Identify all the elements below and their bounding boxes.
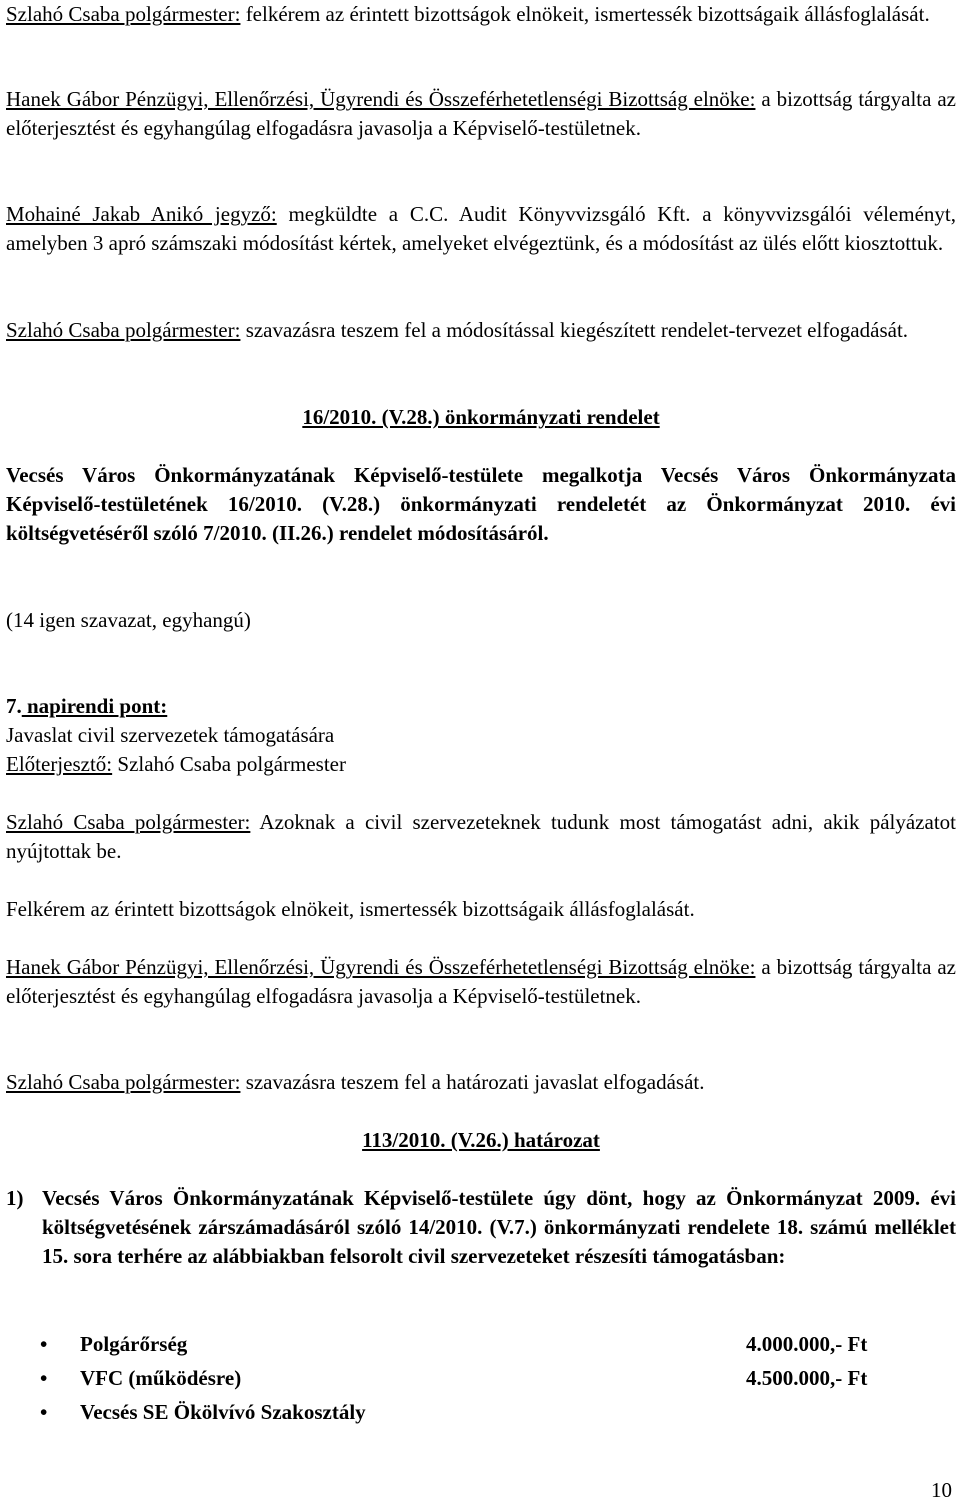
list-item [40, 1330, 900, 1359]
presenter-label: Előterjesztő: [6, 752, 113, 776]
paragraph-committee-chair-2 [6, 953, 956, 1011]
bullet-icon: • [40, 1400, 48, 1424]
bullet-icon: • [40, 1366, 48, 1390]
support-amount: 4.500.000,- Ft [746, 1366, 868, 1390]
agenda-title: Javaslat civil szervezetek támogatására [6, 723, 335, 747]
bullet-icon: • [40, 1332, 48, 1356]
organization-name: Vecsés SE Ökölvívó Szakosztály [80, 1400, 366, 1424]
paragraph-mayor-vote-2 [6, 1068, 956, 1097]
organization-name: VFC (működésre) [80, 1366, 242, 1390]
resolution-item-label: 1) [6, 1186, 24, 1210]
paragraph-text: szavazásra teszem fel a határozati javaslat elfogadását. [240, 1070, 705, 1094]
speaker-name: Hanek Gábor Pénzügyi, Ellenőrzési, Ügyrendi és Összeférhetetlenségi Bizottság elnöke: [6, 955, 756, 979]
speaker-name: Szlahó Csaba polgármester: [6, 810, 251, 834]
organization-name: Polgárőrség [80, 1332, 188, 1356]
agenda-number: 7. [6, 694, 22, 718]
paragraph-committee-chair [6, 85, 956, 143]
resolution-item-text: Vecsés Város Önkormányzatának Képviselő-testülete úgy dönt, hogy az Önkormányzat 2009. évi költségvetésének zárszámadásáról szóló 14/2010. (V.7.) önkormányzati rendelete 18. számú melléklet 15. sora terhére az alábbiakban felsorolt civil szervezeteket részesíti támogatásban: [42, 1186, 956, 1268]
support-amount: 4.000.000,- Ft [746, 1332, 868, 1356]
decree-body: Vecsés Város Önkormányzatának Képviselő-testülete megalkotja Vecsés Város Önkormányzata Képviselő-testületének 16/2010. (V.28.) önkormányzati rendeletét az Önkormányzat 2010. évi költségvetéséről szóló 7/2010. (II.26.) rendelet módosításáról. [6, 463, 956, 545]
speaker-name: Hanek Gábor Pénzügyi, Ellenőrzési, Ügyrendi és Összeférhetetlenségi Bizottság elnöke: [6, 87, 756, 111]
paragraph-mayor-vote [6, 316, 956, 345]
paragraph-text: szavazásra teszem fel a módosítással kiegészített rendelet-tervezet elfogadását. [240, 318, 909, 342]
agenda-presenter [6, 750, 956, 779]
agenda-heading [6, 692, 956, 721]
list-item [40, 1398, 900, 1427]
paragraph-text: Azoknak a civil szervezeteknek tudunk most támogatást adni, akik pályázatot nyújtottak be. [6, 810, 956, 863]
speaker-name: Mohainé Jakab Anikó jegyző: [6, 202, 277, 226]
page-number: 10 [931, 1478, 952, 1502]
speaker-name: Szlahó Csaba polgármester: [6, 1070, 241, 1094]
vote-result: (14 igen szavazat, egyhangú) [6, 608, 251, 632]
agenda-label: napirendi pont: [21, 694, 168, 718]
paragraph-mayor-support [6, 808, 956, 866]
paragraph-text: a bizottság tárgyalta az előterjesztést és egyhangúlag elfogadásra javasolja a Képviselő-testületnek. [6, 87, 956, 140]
speaker-name: Szlahó Csaba polgármester: [6, 318, 241, 342]
paragraph-mayor-request [6, 0, 956, 29]
list-item [40, 1364, 900, 1393]
paragraph-text: a bizottság tárgyalta az előterjesztést és egyhangúlag elfogadásra javasolja a Képviselő-testületnek. [6, 955, 956, 1008]
paragraph-request: Felkérem az érintett bizottságok elnökeit, ismertessék bizottságaik állásfoglalását. [6, 897, 695, 921]
paragraph-notary [6, 200, 956, 258]
decree-title: 16/2010. (V.28.) önkormányzati rendelet [302, 405, 660, 429]
paragraph-text: felkérem az érintett bizottságok elnökeit, ismertessék bizottságaik állásfoglalását. [240, 2, 930, 26]
paragraph-text: megküldte a C.C. Audit Könyvvizsgáló Kft. a könyvvizsgálói véleményt, amelyben 3 apró számszaki módosítást kértek, amelyeket elvégeztünk, és a módosítást az ülés előtt kiosztottuk. [6, 202, 956, 255]
resolution-item [6, 1184, 956, 1300]
speaker-name: Szlahó Csaba polgármester: [6, 2, 241, 26]
resolution-title: 113/2010. (V.26.) határozat [362, 1128, 600, 1152]
presenter-name: Szlahó Csaba polgármester [112, 752, 346, 776]
